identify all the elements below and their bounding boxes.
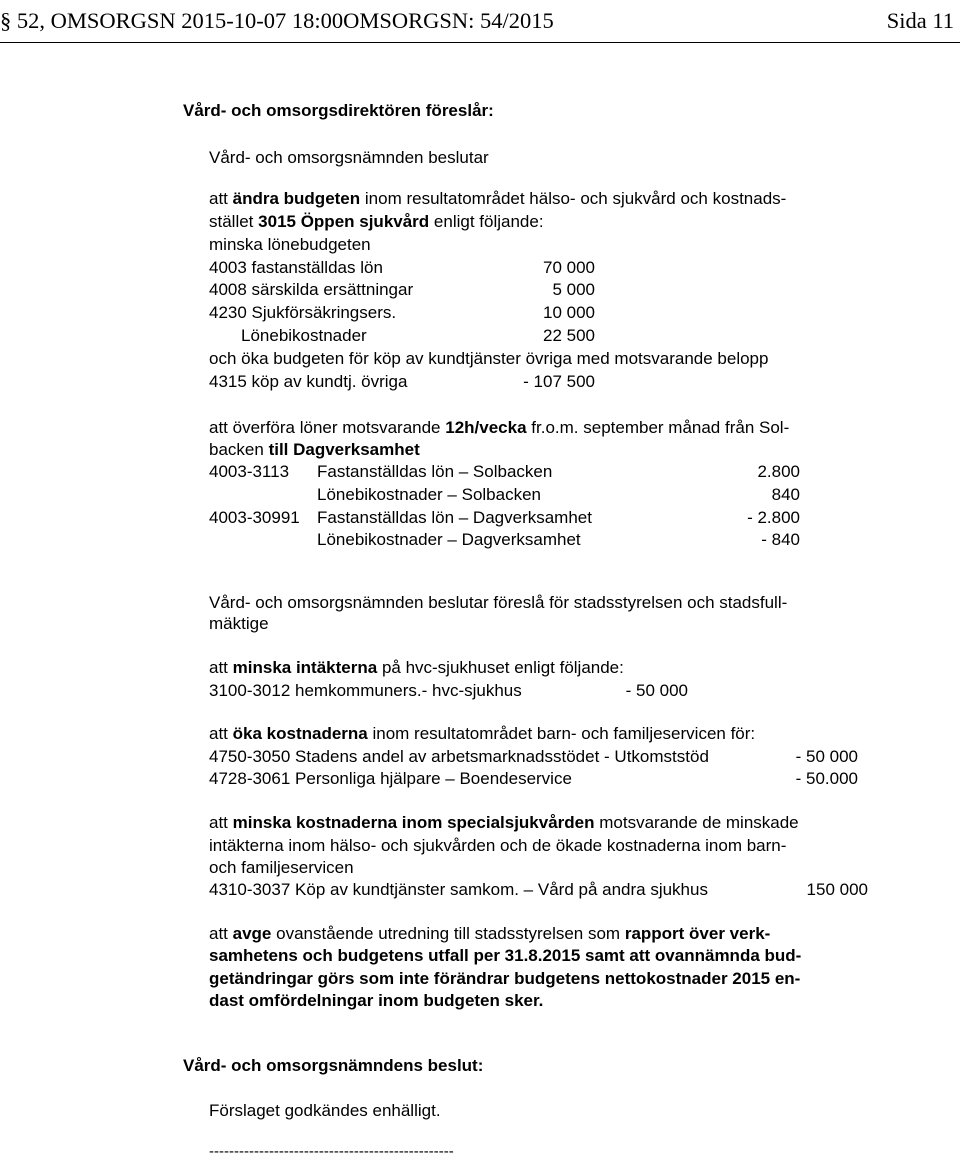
item5-row-value: - 50 000 <box>795 747 858 766</box>
item6-line2: intäkterna inom hälso- och sjukvården och de ökade kostnaderna inom barn- <box>209 836 787 855</box>
page-number: Sida 11 <box>886 8 954 33</box>
item7-line3: getändringar görs som inte förändrar budgetens nettokostnader 2015 en- <box>209 969 801 988</box>
item2-line1: att överföra löner motsvarande 12h/vecka fr.o.m. september månad från Sol- <box>209 418 790 437</box>
item1-row-value: 70 000 <box>543 258 595 277</box>
item2-row-label: Lönebikostnader – Dagverksamhet <box>317 530 581 549</box>
item2-row-value: - 2.800 <box>747 508 800 527</box>
item6-line1: att minska kostnaderna inom specialsjukvården motsvarande de minskade <box>209 813 799 832</box>
item6-line3: och familjeservicen <box>209 858 354 877</box>
proposal-heading: Vård- och omsorgsdirektören föreslår: <box>183 101 494 120</box>
item2-row-value: 2.800 <box>757 462 800 481</box>
item5-row-label: 4728-3061 Personliga hjälpare – Boendeservice <box>209 769 572 788</box>
item2-row-label: Lönebikostnader – Solbacken <box>317 485 541 504</box>
item1-row-value: 5 000 <box>552 280 595 299</box>
decision-heading: Vård- och omsorgsnämndens beslut: <box>183 1056 484 1075</box>
item6-row-label: 4310-3037 Köp av kundtjänster samkom. – Vård på andra sjukhus <box>209 880 708 899</box>
item2-row-code: 4003-30991 <box>209 508 300 527</box>
item7-line4: dast omfördelningar inom budgeten sker. <box>209 991 544 1010</box>
item3-line2: mäktige <box>209 614 269 633</box>
item1-increase-value: - 107 500 <box>523 372 595 391</box>
item1-row-value: 10 000 <box>543 303 595 322</box>
proposal-intro: Vård- och omsorgsnämnden beslutar <box>209 148 489 167</box>
decision-text: Förslaget godkändes enhälligt. <box>209 1101 441 1120</box>
item1-row-label: Lönebikostnader <box>241 326 367 345</box>
item1-line3: minska lönebudgeten <box>209 235 371 254</box>
item1-line1: att ändra budgeten inom resultatområdet hälso- och sjukvård och kostnads- <box>209 189 787 208</box>
item1-row-label: 4008 särskilda ersättningar <box>209 280 414 299</box>
item6-row-value: 150 000 <box>806 880 868 899</box>
item5-row-label: 4750-3050 Stadens andel av arbetsmarknadsstödet - Utkomststöd <box>209 747 709 766</box>
page-header <box>0 0 960 44</box>
item3-line1: Vård- och omsorgsnämnden beslutar föreslå för stadsstyrelsen och stadsfull- <box>209 593 788 612</box>
item1-increase: och öka budgeten för köp av kundtjänster övriga med motsvarande belopp <box>209 349 769 368</box>
item5-line1: att öka kostnaderna inom resultatområdet barn- och familjeservicen för: <box>209 724 756 743</box>
item2-row-value: - 840 <box>761 530 800 549</box>
item4-row-value: - 50 000 <box>625 681 688 700</box>
item4-row-label: 3100-3012 hemkommuners.- hvc-sjukhus <box>209 681 522 700</box>
header-divider <box>0 42 960 43</box>
item7-line2: samhetens och budgetens utfall per 31.8.2015 samt att ovannämnda bud- <box>209 946 802 965</box>
item2-row-label: Fastanställdas lön – Dagverksamhet <box>317 508 592 527</box>
item1-row-value: 22 500 <box>543 326 595 345</box>
item5-row-value: - 50.000 <box>795 769 858 788</box>
item2-row-value: 840 <box>771 485 800 504</box>
item7-line1: att avge ovanstående utredning till stadsstyrelsen som rapport över verk- <box>209 924 771 943</box>
item1-row-label: 4230 Sjukförsäkringsers. <box>209 303 397 322</box>
item2-line2: backen till Dagverksamhet <box>209 440 420 459</box>
header-reference: § 52, OMSORGSN 2015-10-07 18:00OMSORGSN: 54/2015 <box>0 8 554 33</box>
item4-line1: att minska intäkterna på hvc-sjukhuset enligt följande: <box>209 658 624 677</box>
item1-row-label: 4003 fastanställdas lön <box>209 258 383 277</box>
item2-row-code: 4003-3113 <box>209 462 290 481</box>
item1-increase-label: 4315 köp av kundtj. övriga <box>209 372 408 391</box>
item2-row-label: Fastanställdas lön – Solbacken <box>317 462 553 481</box>
closing-rule: ------------------------------------------------- <box>209 1143 454 1160</box>
item1-line2: stället 3015 Öppen sjukvård enligt följande: <box>209 212 544 231</box>
